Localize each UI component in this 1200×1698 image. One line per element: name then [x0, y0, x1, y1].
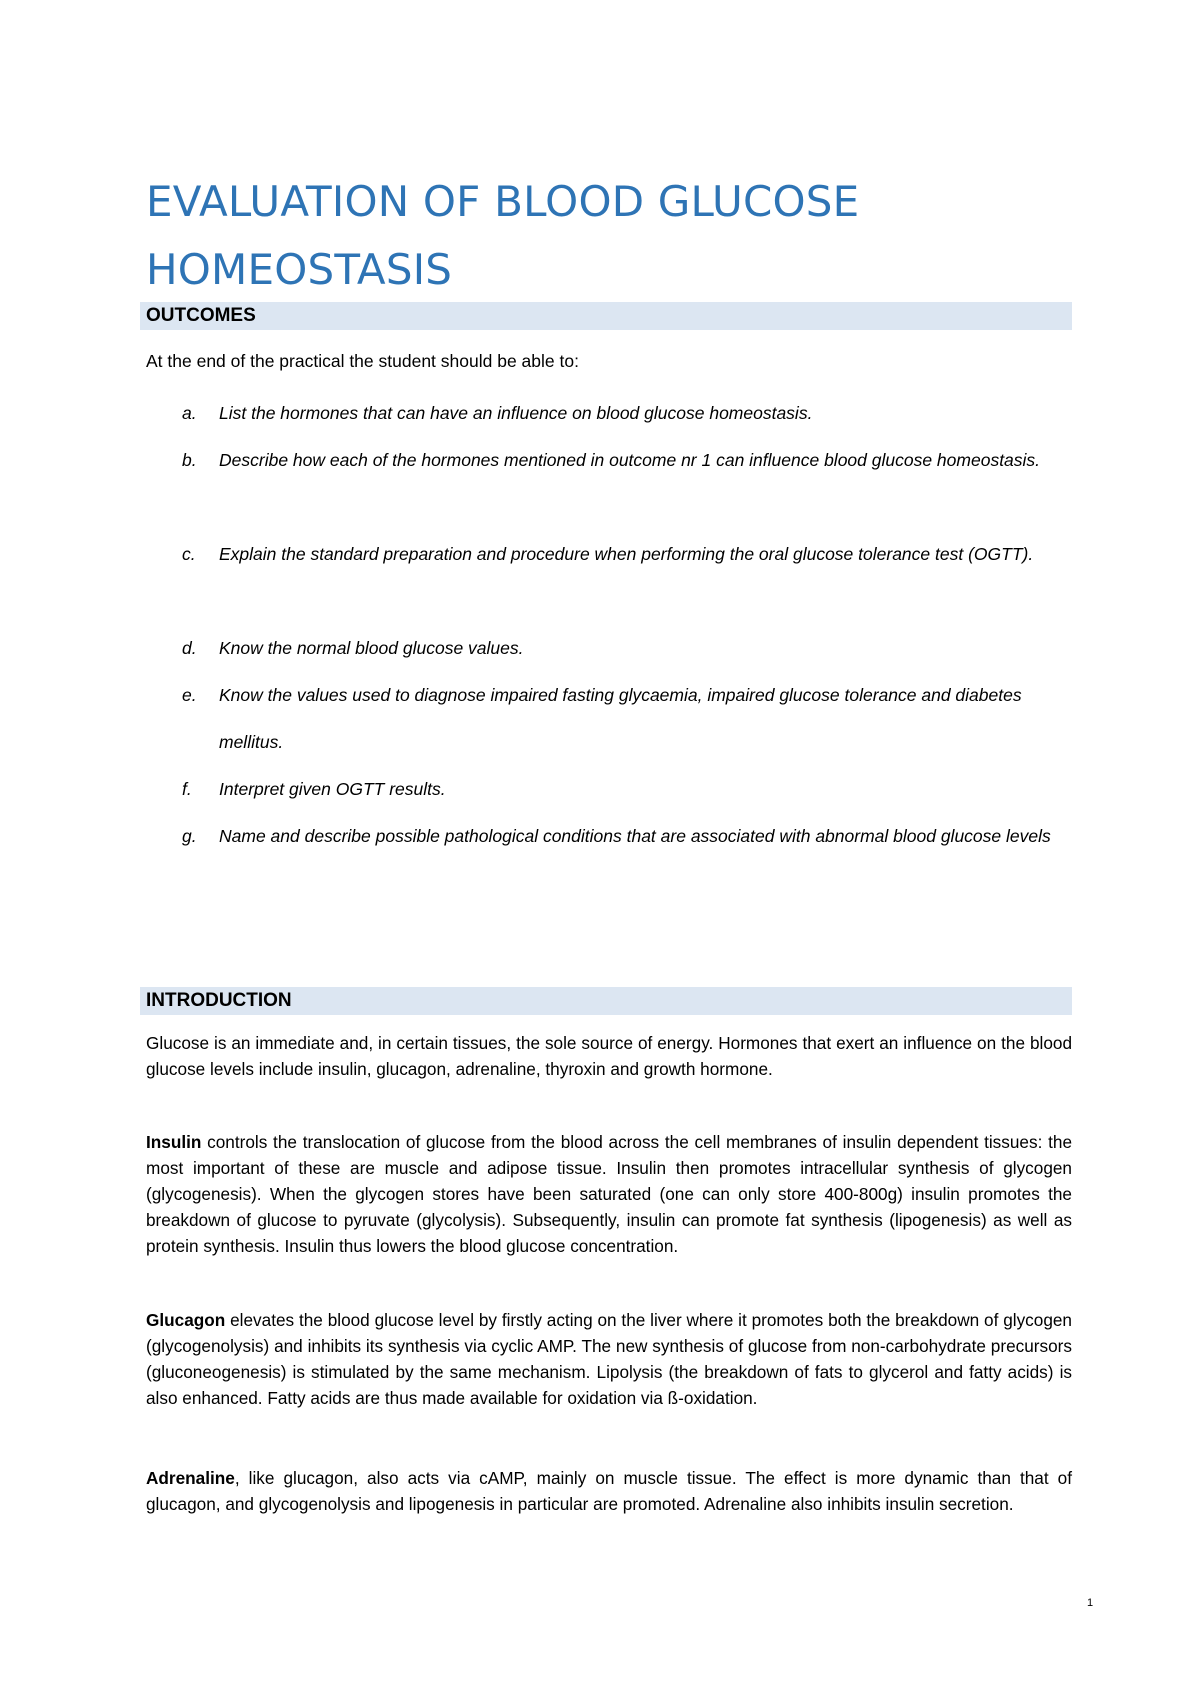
- outcome-letter: f.: [182, 779, 192, 799]
- intro-paragraph-glucose: [146, 1030, 1072, 1082]
- outcome-text: Know the values used to diagnose impaired fasting glycaemia, impaired glucose tolerance and diabetes mellitus.: [219, 685, 1022, 752]
- outcome-text: Explain the standard preparation and procedure when performing the oral glucose tolerance test (OGTT).: [219, 544, 1034, 564]
- outcome-letter: d.: [182, 638, 197, 658]
- term-adrenaline: Adrenaline: [146, 1468, 235, 1488]
- page-title: [146, 168, 1106, 304]
- page-number: 1: [1087, 1597, 1094, 1609]
- paragraph-text: controls the translocation of glucose from the blood across the cell membranes of insulin dependent tissues: the most important of these are muscle and adipose tissue. Insulin then promotes intracellular synthesis of glycogen (glycogenesis). When the glycogen stores have been saturated (one can only store 400-800g) insulin promotes the breakdown of glucose to pyruvate (glycolysis). Subsequently, insulin can promote fat synthesis (lipogenesis) as well as protein synthesis. Insulin thus lowers the blood glucose concentration.: [146, 1132, 1072, 1256]
- outcome-text: Interpret given OGTT results.: [219, 779, 446, 799]
- paragraph-text: elevates the blood glucose level by firstly acting on the liver where it promotes both the breakdown of glycogen (glycogenolysis) and inhibits its synthesis via cyclic AMP. The new synthesis of glucose from non-carbohydrate precursors (gluconeogenesis) is stimulated by the same mechanism. Lipolysis (the breakdown of fats to glycerol and fatty acids) is also enhanced. Fatty acids are thus made available for oxidation via ß-oxidation.: [146, 1310, 1072, 1408]
- introduction-heading-bar: [140, 987, 1072, 1015]
- paragraph-text: Glucose is an immediate and, in certain tissues, the sole source of energy. Hormones that exert an influence on the blood glucose levels include insulin, glucagon, adrenaline, thyroxin and growth hormone.: [146, 1033, 1072, 1079]
- outcome-letter: b.: [182, 450, 197, 470]
- term-glucagon: Glucagon: [146, 1310, 226, 1330]
- term-insulin: Insulin: [146, 1132, 202, 1152]
- intro-paragraph-adrenaline: [146, 1465, 1072, 1517]
- outcomes-heading-bar: [140, 302, 1072, 330]
- intro-paragraph-glucagon: [146, 1307, 1072, 1411]
- intro-paragraph-insulin: [146, 1129, 1072, 1259]
- outcomes-lead: At the end of the practical the student should be able to:: [146, 351, 579, 371]
- paragraph-text: , like glucagon, also acts via cAMP, mainly on muscle tissue. The effect is more dynamic than that of glucagon, and glycogenolysis and lipogenesis in particular are promoted. Adrenaline also inhibits insulin secretion.: [146, 1468, 1072, 1514]
- outcome-letter: a.: [182, 403, 197, 423]
- title-line-1: EVALUATION OF BLOOD GLUCOSE: [146, 177, 860, 226]
- outcome-letter: g.: [182, 826, 197, 846]
- introduction-heading: INTRODUCTION: [146, 990, 292, 1011]
- outcomes-heading: OUTCOMES: [146, 305, 256, 326]
- outcome-letter: c.: [182, 544, 196, 564]
- title-line-2: HOMEOSTASIS: [146, 245, 453, 294]
- outcome-text: Describe how each of the hormones mentioned in outcome nr 1 can influence blood glucose homeostasis.: [219, 450, 1041, 470]
- outcome-text: Name and describe possible pathological conditions that are associated with abnormal blood glucose levels: [219, 826, 1051, 846]
- outcome-letter: e.: [182, 685, 197, 705]
- outcome-text: Know the normal blood glucose values.: [219, 638, 524, 658]
- outcome-text: List the hormones that can have an influence on blood glucose homeostasis.: [219, 403, 813, 423]
